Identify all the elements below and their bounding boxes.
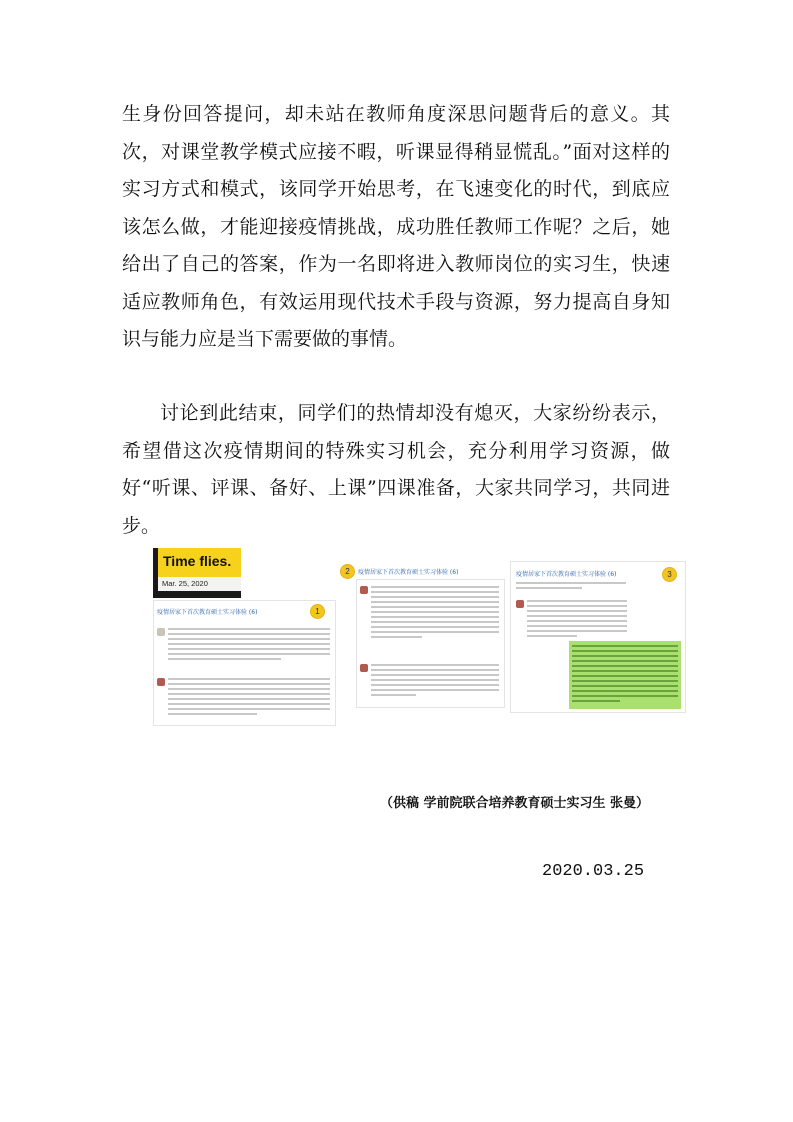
forum-screenshot-3 xyxy=(510,561,686,713)
post-card xyxy=(510,561,686,713)
body-paragraph-1: 生身份回答提问，却未站在教师角度深思问题背后的意义。其次，对课堂教学模式应接不暇，听课显得稍显慌乱。”面对这样的实习方式和模式，该同学开始思考，在飞速变化的时代，到底应该怎么做，才能迎接疫情挑战，成功胜任教师工作呢？之后，她给出了自己的答案，作为一名即将进入教师岗位的实习生，快速适应教师角色，有效运用现代技术手段与资源，努力提高自身知识与能力应是当下需要做的事情。 xyxy=(122,103,670,350)
reply-text xyxy=(168,628,330,663)
time-flies-banner xyxy=(153,548,241,598)
avatar xyxy=(360,586,368,594)
avatar xyxy=(157,628,165,636)
post-title: 疫情居家下首次教育硕士实习体验 (6) xyxy=(157,609,258,616)
post-title: 疫情居家下首次教育硕士实习体验 (6) xyxy=(516,571,617,578)
banner-date: Mar. 25, 2020 xyxy=(158,577,241,591)
post-card xyxy=(356,579,505,708)
forum-screenshot-2 xyxy=(338,561,505,708)
post-card xyxy=(153,600,336,726)
forum-screenshot-1 xyxy=(153,548,336,726)
step-badge: 1 xyxy=(311,605,324,618)
banner-title: Time flies. xyxy=(163,553,232,569)
avatar xyxy=(360,664,368,672)
avatar xyxy=(157,678,165,686)
step-badge: 2 xyxy=(341,565,354,578)
reply-text xyxy=(168,678,330,718)
highlighted-reply xyxy=(569,641,681,709)
reply-text xyxy=(527,600,627,640)
reply-text xyxy=(371,586,499,641)
step-badge: 3 xyxy=(663,568,676,581)
post-title: 疫情居家下首次教育硕士实习体验 (6) xyxy=(358,569,459,576)
post-text xyxy=(516,582,626,592)
contributor-caption: （供稿 学前院联合培养教育硕士实习生 张曼） xyxy=(380,796,650,811)
article-date: 2020.03.25 xyxy=(542,862,645,881)
reply-text xyxy=(371,664,499,699)
avatar xyxy=(516,600,524,608)
body-paragraph-2: 讨论到此结束，同学们的热情却没有熄灭，大家纷纷表示，希望借这次疫情期间的特殊实习机会，充分利用学习资源，做好“听课、评课、备好、上课”四课准备，大家共同学习，共同进步。 xyxy=(122,402,670,537)
